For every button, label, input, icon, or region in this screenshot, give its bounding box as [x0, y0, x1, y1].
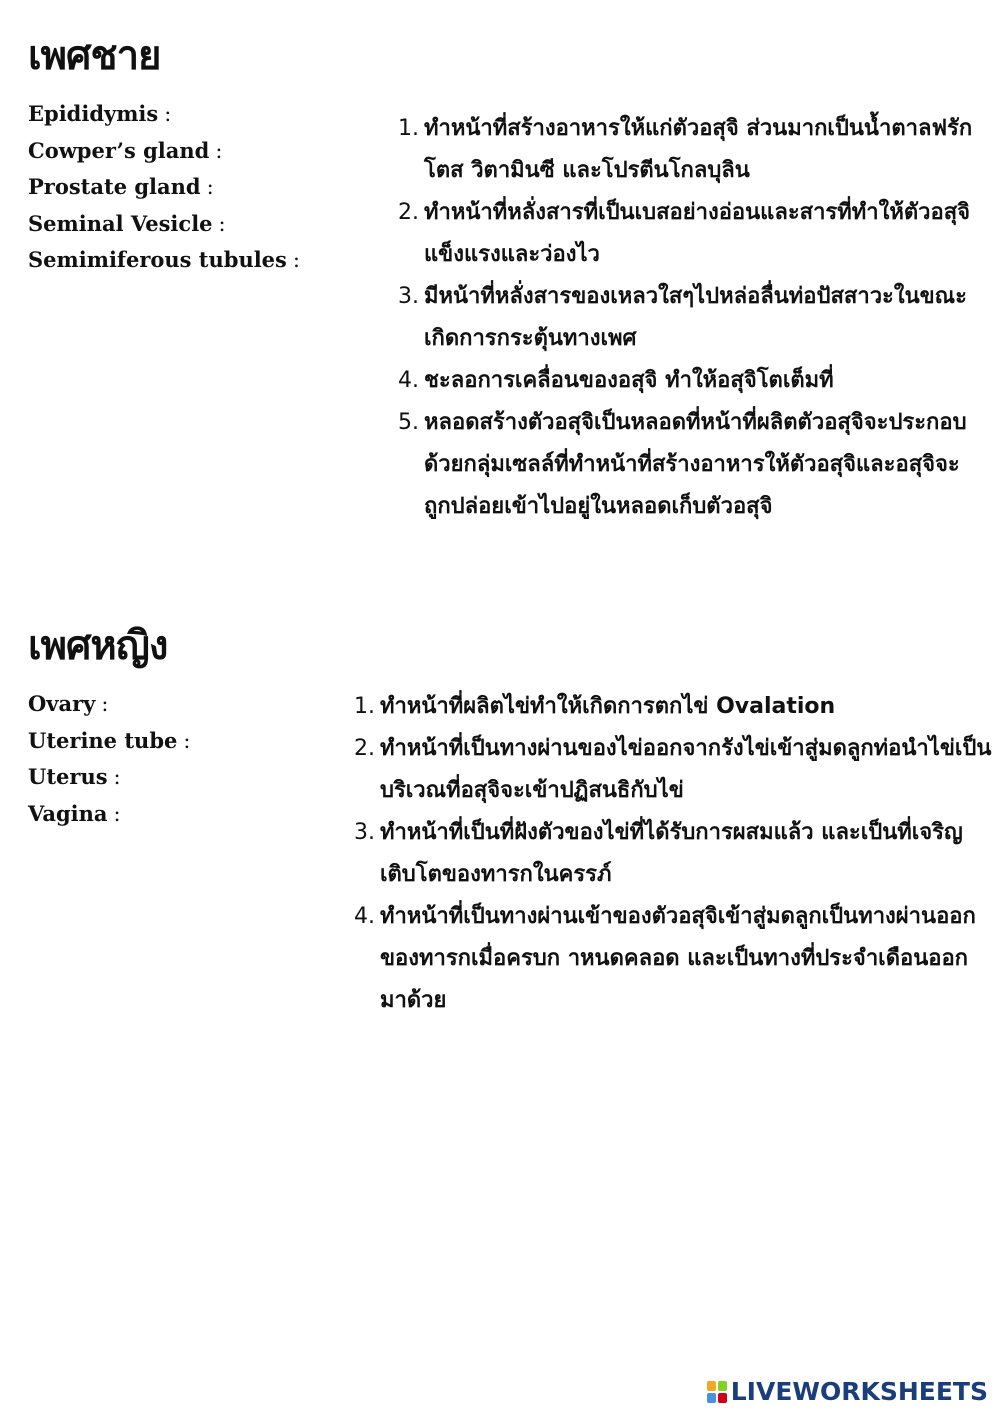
- answer-number: 2.: [398, 200, 419, 225]
- male-terms-list: [28, 96, 300, 279]
- logo-square: [718, 1393, 727, 1403]
- term-colon: :: [101, 692, 109, 716]
- answer-text: ทำหน้าที่สร้างอาหารให้แก่ตัวอสุจิ ส่วนมากเป็นน้ำตาลฟรักโตส วิตามินซี และโปรตีนโกลบุลิน: [424, 116, 973, 183]
- liveworksheets-logo: [707, 1377, 988, 1406]
- male-answers-list: [398, 108, 973, 528]
- term-colon: :: [215, 138, 223, 163]
- answer-item[interactable]: [398, 402, 973, 528]
- answer-text: ชะลอการเคลื่อนของอสุจิ ทำให้อสุจิโตเต็มที่: [424, 368, 834, 393]
- term-colon: :: [292, 248, 300, 272]
- term-label: Uterus: [28, 764, 108, 789]
- term-uterine-tube: [28, 723, 190, 760]
- term-seminal-vesicle: [28, 206, 300, 243]
- answer-item[interactable]: [398, 360, 973, 402]
- term-label: Vagina: [28, 800, 108, 826]
- answer-number: 3.: [354, 820, 375, 845]
- answer-number: 5.: [398, 410, 419, 435]
- term-cowpers-gland: [28, 133, 300, 170]
- female-answers-list: [354, 686, 994, 1022]
- logo-text: LIVEWORKSHEETS: [730, 1377, 988, 1406]
- answer-text: ทำหน้าที่หลั่งสารที่เป็นเบสอย่างอ่อนและสารที่ทำให้ตัวอสุจิแข็งแรงและว่องไว: [424, 200, 971, 267]
- answer-text: ทำหน้าที่เป็นทางผ่านของไข่ออกจากรังไข่เข้าสู่มดลูกท่อนำไข่เป็นบริเวณที่อสุจิจะเข้าปฏิสนธิกับไข่: [380, 736, 992, 803]
- logo-square: [707, 1393, 716, 1403]
- answer-number: 3.: [398, 284, 419, 309]
- term-label: Semimiferous tubules: [28, 247, 287, 272]
- answer-text: ทำหน้าที่ผลิตไข่ทำให้เกิดการตกไข่ Ovalation: [380, 694, 836, 719]
- answer-item[interactable]: [354, 896, 994, 1022]
- answer-text: ทำหน้าที่เป็นทางผ่านเข้าของตัวอสุจิเข้าสู่มดลูกเป็นทางผ่านออกของทารกเมื่อครบก าหนดคลอด และเป็นทางที่ประจำเดือนออกมาด้วย: [380, 904, 976, 1013]
- term-label: Cowper’s gland: [28, 137, 210, 163]
- term-label: Prostate gland: [28, 174, 201, 199]
- logo-square: [718, 1381, 727, 1391]
- answer-text: หลอดสร้างตัวอสุจิเป็นหลอดที่หน้าที่ผลิตตัวอสุจิจะประกอบด้วยกลุ่มเซลล์ที่ทำหน้าที่สร้างอาหารให้ตัวอสุจิและอสุจิจะถูกปล่อยเข้าไปอยู่ในหลอดเก็บตัวอสุจิ: [424, 410, 967, 519]
- answer-item[interactable]: [398, 108, 973, 192]
- answer-item[interactable]: [398, 192, 973, 276]
- term-seminiferous-tubules: [28, 242, 300, 279]
- answer-item[interactable]: [354, 728, 994, 812]
- answer-number: 4.: [398, 368, 419, 393]
- term-uterus: [28, 759, 190, 796]
- term-label: Seminal Vesicle: [28, 210, 213, 236]
- liveworksheets-logo-icon: [707, 1381, 727, 1403]
- answer-item[interactable]: [398, 276, 973, 360]
- term-label: Ovary: [28, 691, 96, 716]
- term-colon: :: [183, 728, 191, 753]
- term-prostate-gland: [28, 169, 300, 206]
- answer-number: 1.: [354, 694, 375, 719]
- answer-number: 1.: [398, 116, 419, 141]
- term-label: Epididymis: [28, 101, 159, 126]
- term-ovary: [28, 686, 190, 723]
- term-label: Uterine tube: [28, 727, 178, 753]
- answer-number: 2.: [354, 736, 375, 761]
- term-colon: :: [113, 801, 121, 826]
- logo-square: [707, 1381, 716, 1391]
- female-terms-list: [28, 686, 190, 832]
- answer-text: มีหน้าที่หลั่งสารของเหลวใสๆไปหล่อลื่นท่อปัสสาวะในขณะเกิดการกระตุ้นทางเพศ: [424, 284, 967, 351]
- term-colon: :: [164, 102, 172, 126]
- answer-item[interactable]: [354, 686, 994, 728]
- term-epididymis: [28, 96, 300, 133]
- answer-number: 4.: [354, 904, 375, 929]
- term-colon: :: [113, 765, 121, 789]
- term-colon: :: [206, 175, 214, 199]
- answer-text: ทำหน้าที่เป็นที่ฝังตัวของไข่ที่ได้รับการผสมแล้ว และเป็นที่เจริญเติบโตของทารกในครรภ์: [380, 820, 963, 887]
- male-section-title: เพศชาย: [28, 33, 161, 79]
- term-colon: :: [218, 211, 226, 236]
- female-section-title: เพศหญิง: [28, 623, 168, 669]
- term-vagina: [28, 796, 190, 833]
- answer-item[interactable]: [354, 812, 994, 896]
